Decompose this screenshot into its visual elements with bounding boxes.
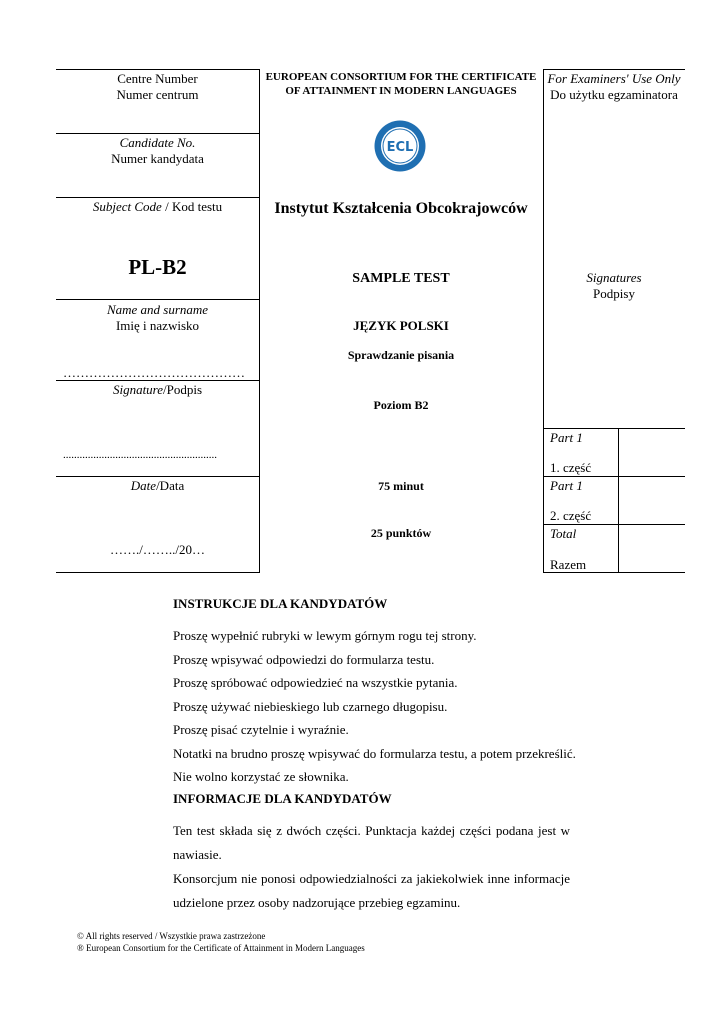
instructions-list	[173, 624, 603, 789]
signatures-label-pl: Podpisy	[593, 286, 635, 301]
subject-code-label-pl: Kod testu	[171, 199, 223, 214]
name-surname-label-en: Name and surname	[106, 302, 209, 317]
right-col-left-border	[543, 69, 544, 573]
signatures-label	[545, 270, 683, 302]
right-col-top-border	[543, 69, 685, 70]
score-box-total[interactable]	[619, 525, 684, 571]
signature-dots[interactable]: ........................................................	[63, 449, 217, 461]
ecl-logo-text: ECL	[386, 140, 414, 155]
date-label-pl: /Data	[156, 478, 185, 493]
language-label: JĘZYK POLSKI	[353, 318, 449, 333]
centre-number-label-en: Centre Number	[117, 71, 198, 86]
ecl-logo	[373, 119, 427, 173]
score-row-part2-label-en: Part 1	[550, 478, 583, 493]
candidate-number-field[interactable]	[56, 135, 259, 167]
left-bottom-border	[56, 572, 259, 573]
examiners-use-label-pl: Do użytku egzaminatora	[550, 87, 678, 102]
signatures-label-en: Signatures	[586, 270, 642, 285]
left-divider-3	[56, 299, 259, 300]
skill-label: Sprawdzanie pisania	[347, 348, 455, 362]
subject-code-label	[56, 199, 259, 215]
points-label: 25 punktów	[370, 526, 432, 540]
footer	[77, 930, 365, 954]
information-heading: INFORMACJE DLA KANDYDATÓW	[173, 791, 392, 806]
left-col-right-border	[259, 69, 260, 573]
left-divider-5	[56, 476, 259, 477]
name-surname-dots: ……………………………………	[63, 365, 245, 380]
date-label	[56, 478, 259, 494]
instruction-line: Proszę używać niebieskiego lub czarnego długopisu.	[173, 698, 448, 714]
institute-name: Instytut Kształcenia Obcokrajowców	[274, 200, 528, 217]
footer-consortium: ® European Consortium for the Certificate of Attainment in Modern Languages	[77, 943, 365, 953]
date-label-en: Date	[130, 478, 157, 493]
footer-copyright: © All rights reserved / Wszystkie prawa zastrzeżone	[77, 931, 266, 941]
date-field[interactable]: ……./……../20…	[110, 542, 205, 557]
centre-number-label-pl: Numer centrum	[116, 87, 199, 102]
examiners-use-label-en: For Examiners' Use Only	[547, 71, 681, 86]
signature-label	[56, 382, 259, 398]
instruction-line: Proszę wpisywać odpowiedzi do formularza testu.	[173, 651, 435, 667]
name-surname-field[interactable]	[56, 302, 259, 334]
score-row-total-label-en: Total	[550, 526, 577, 541]
score-box-part2[interactable]	[619, 477, 684, 523]
left-divider-2	[56, 197, 259, 198]
information-paragraph-1: Ten test składa się z dwóch części. Punktacja każdej części podana jest w nawiasie.	[173, 823, 570, 862]
score-row-part1-label-pl: 1. część	[550, 460, 592, 475]
information-paragraph-2: Konsorcjum nie ponosi odpowiedzialności za jakiekolwiek inne informacje udzielone przez osoby nadzorujące przebieg egzaminu.	[173, 871, 570, 910]
centre-number-field[interactable]	[56, 71, 259, 103]
sample-test-label: SAMPLE TEST	[352, 271, 450, 286]
instruction-line: Proszę pisać czytelnie i wyraźnie.	[173, 722, 349, 737]
examiners-use-label	[545, 71, 683, 103]
left-col-top-border	[56, 69, 259, 70]
subject-code-label-en: Subject Code	[92, 199, 162, 214]
signature-label-pl: /Podpis	[163, 382, 203, 397]
score-row-part1-label-en: Part 1	[550, 430, 583, 445]
instructions-heading: INSTRUKCJE DLA KANDYDATÓW	[173, 596, 388, 611]
duration-label: 75 minut	[378, 479, 424, 493]
org-title: EUROPEAN CONSORTIUM FOR THE CERTIFICATE OF ATTAINMENT IN MODERN LANGUAGES	[265, 71, 537, 97]
instruction-line: Nie wolno korzystać ze słownika.	[173, 769, 349, 784]
subject-code-sep: /	[161, 199, 172, 214]
instruction-line: Proszę spróbować odpowiedzieć na wszystkie pytania.	[173, 675, 458, 690]
instruction-line: Notatki na brudno proszę wpisywać do formularza testu, a potem przekreślić.	[173, 745, 576, 761]
left-divider-1	[56, 133, 259, 134]
candidate-number-label-pl: Numer kandydata	[111, 151, 204, 166]
score-box-part1[interactable]	[619, 429, 684, 475]
signature-label-en: Signature	[112, 382, 164, 397]
score-row-part2-label-pl: 2. część	[550, 508, 592, 523]
subject-code-value: PL-B2	[128, 255, 187, 279]
level-label: Poziom B2	[373, 398, 429, 412]
candidate-number-label-en: Candidate No.	[119, 135, 196, 150]
name-surname-label-pl: Imię i nazwisko	[115, 318, 200, 333]
instruction-line: Proszę wypełnić rubryki w lewym górnym rogu tej strony.	[173, 628, 477, 643]
score-row-total-label-pl: Razem	[550, 557, 587, 572]
